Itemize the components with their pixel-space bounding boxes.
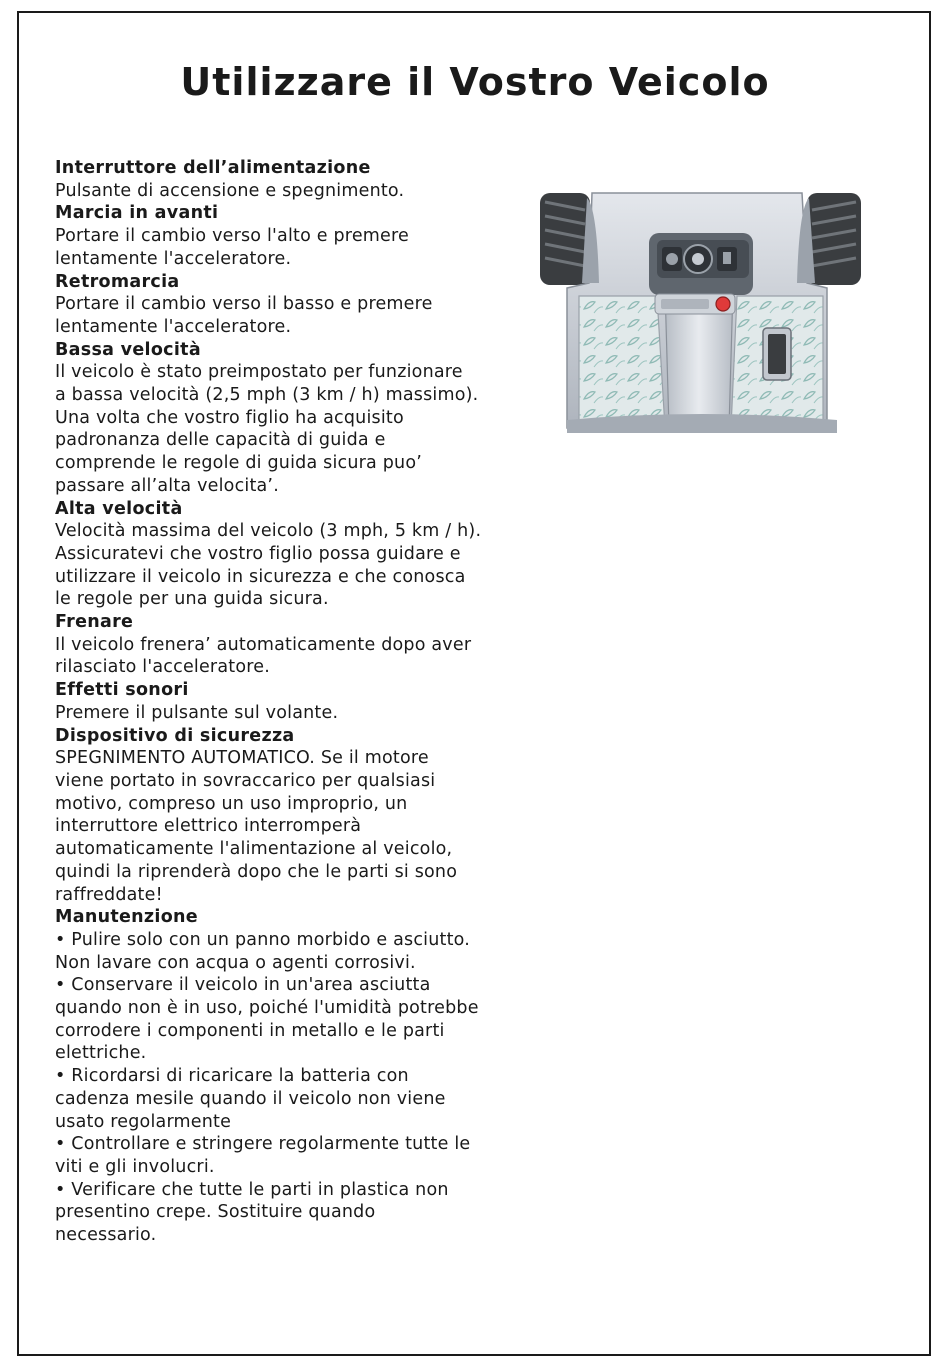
section-body: Portare il cambio verso l'alto e premere lentamente l'acceleratore.: [55, 226, 409, 269]
section-safety-device: [55, 725, 525, 907]
section-body: Premere il pulsante sul volante.: [55, 702, 339, 723]
left-floor-mat: [579, 296, 665, 428]
list-item: • Pulire solo con un panno morbido e asciutto. Non lavare con acqua o agenti corrosivi.: [55, 929, 525, 974]
section-heading: Manutenzione: [55, 907, 198, 928]
section-heading: Effetti sonori: [55, 680, 189, 701]
section-heading: Bassa velocità: [55, 339, 201, 360]
section-braking: [55, 611, 525, 679]
section-body: SPEGNIMENTO AUTOMATICO. Se il motore viene portato in sovraccarico per qualsiasi motivo, compreso un uso improprio, un interruttore elettrico interromperà automaticamente l'alimentazione al veicolo, quindi la riprenderà dopo che le parti si sono raffreddate!: [55, 748, 458, 905]
instructions-column: [55, 157, 525, 1247]
section-maintenance: [55, 906, 525, 1247]
maintenance-list: [55, 929, 525, 1247]
list-item: • Verificare che tutte le parti in plastica non presentino crepe. Sostituire quando necessario.: [55, 1179, 525, 1247]
list-item: • Controllare e stringere regolarmente tutte le viti e gli involucri.: [55, 1133, 525, 1178]
page-title: Utilizzare il Vostro Veicolo: [180, 60, 770, 104]
list-item: • Ricordarsi di ricaricare la batteria con cadenza mesile quando il veicolo non viene usato regolarmente: [55, 1065, 525, 1133]
section-heading: Retromarcia: [55, 271, 180, 292]
section-heading: Dispositivo di sicurezza: [55, 725, 295, 746]
section-forward: [55, 202, 525, 270]
section-reverse: [55, 271, 525, 339]
right-tire: [807, 193, 861, 285]
section-power-switch: [55, 157, 525, 202]
section-high-speed: [55, 498, 525, 612]
vehicle-dashboard-illustration: [537, 188, 867, 433]
left-tire: [540, 193, 590, 285]
section-heading: Frenare: [55, 612, 134, 633]
section-body: Velocità massima del veicolo (3 mph, 5 km / h). Assicuratevi che vostro figlio possa guidare e utilizzare il veicolo in sicurezza e che conosca le regole per una guida sicura.: [55, 521, 482, 610]
section-heading: Interruttore dell’alimentazione: [55, 158, 371, 178]
section-sound-effects: [55, 679, 525, 724]
section-heading: Alta velocità: [55, 498, 183, 519]
section-body: Portare il cambio verso il basso e premere lentamente l'acceleratore.: [55, 294, 433, 337]
power-button: [716, 297, 730, 311]
section-body: Il veicolo frenera’ automaticamente dopo aver rilasciato l'acceleratore.: [55, 634, 472, 678]
section-low-speed: [55, 339, 525, 498]
section-heading: Marcia in avanti: [55, 203, 219, 224]
section-body: Il veicolo è stato preimpostato per funzionare a bassa velocità (2,5 mph (3 km / h) massimo). Una volta che vostro figlio ha acquisito padronanza delle capacità di guida e comprende le regole di guida sicura puo’ passare all’alta velocita’.: [55, 362, 479, 496]
list-item: • Conservare il veicolo in un'area asciutta quando non è in uso, poiché l'umidità potrebbe corrodere i componenti in metallo e le parti elettriche.: [55, 974, 525, 1065]
section-body: Pulsante di accensione e spegnimento.: [55, 180, 405, 201]
